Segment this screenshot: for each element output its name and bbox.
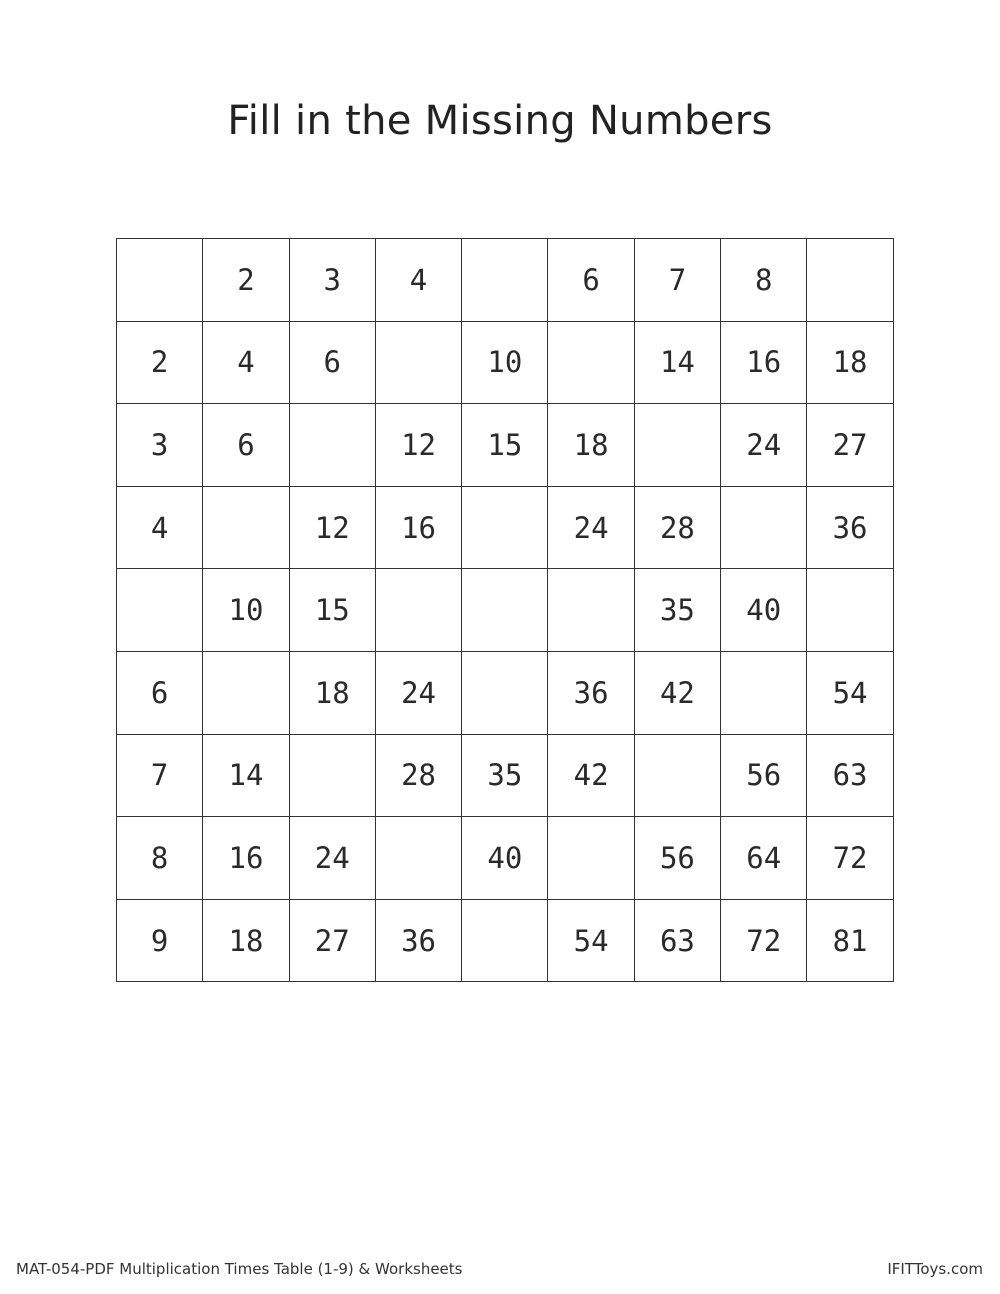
number-cell: 42 [548, 734, 634, 817]
number-cell: 72 [807, 817, 893, 900]
number-cell: 56 [634, 817, 720, 900]
number-cell: 28 [375, 734, 461, 817]
number-cell: 18 [548, 404, 634, 487]
number-cell: 27 [807, 404, 893, 487]
number-cell: 14 [634, 321, 720, 404]
number-cell: 14 [203, 734, 289, 817]
number-cell: 18 [203, 899, 289, 982]
blank-cell[interactable] [289, 404, 375, 487]
blank-cell[interactable] [375, 321, 461, 404]
number-cell: 9 [117, 899, 203, 982]
grid-row [117, 569, 894, 652]
number-cell: 7 [117, 734, 203, 817]
blank-cell[interactable] [807, 569, 893, 652]
number-cell: 81 [807, 899, 893, 982]
blank-cell[interactable] [462, 239, 548, 322]
number-cell: 54 [548, 899, 634, 982]
number-cell: 3 [289, 239, 375, 322]
number-cell: 16 [203, 817, 289, 900]
blank-cell[interactable] [375, 569, 461, 652]
number-cell: 36 [375, 899, 461, 982]
blank-cell[interactable] [462, 651, 548, 734]
number-cell: 24 [375, 651, 461, 734]
grid-row [117, 651, 894, 734]
number-cell: 4 [117, 486, 203, 569]
blank-cell[interactable] [203, 651, 289, 734]
grid-row [117, 486, 894, 569]
blank-cell[interactable] [721, 651, 807, 734]
number-cell: 2 [117, 321, 203, 404]
blank-cell[interactable] [462, 569, 548, 652]
blank-cell[interactable] [634, 404, 720, 487]
grid-row [117, 899, 894, 982]
footer-document-title: MAT-054-PDF Multiplication Times Table (1-9) & Worksheets [16, 1260, 463, 1278]
blank-cell[interactable] [548, 569, 634, 652]
blank-cell[interactable] [375, 817, 461, 900]
number-cell: 56 [721, 734, 807, 817]
number-cell: 2 [203, 239, 289, 322]
number-cell: 8 [721, 239, 807, 322]
grid-body [117, 239, 894, 982]
number-cell: 18 [289, 651, 375, 734]
number-cell: 6 [289, 321, 375, 404]
grid-row [117, 404, 894, 487]
footer-website: IFITToys.com [887, 1260, 983, 1278]
number-cell: 3 [117, 404, 203, 487]
blank-cell[interactable] [548, 321, 634, 404]
number-cell: 10 [203, 569, 289, 652]
blank-cell[interactable] [807, 239, 893, 322]
number-cell: 15 [289, 569, 375, 652]
number-cell: 27 [289, 899, 375, 982]
number-cell: 15 [462, 404, 548, 487]
blank-cell[interactable] [289, 734, 375, 817]
number-cell: 4 [203, 321, 289, 404]
number-cell: 42 [634, 651, 720, 734]
number-cell: 12 [289, 486, 375, 569]
number-cell: 12 [375, 404, 461, 487]
number-cell: 63 [807, 734, 893, 817]
number-cell: 35 [634, 569, 720, 652]
blank-cell[interactable] [634, 734, 720, 817]
number-cell: 16 [721, 321, 807, 404]
number-cell: 63 [634, 899, 720, 982]
number-cell: 10 [462, 321, 548, 404]
number-cell: 6 [117, 651, 203, 734]
number-cell: 64 [721, 817, 807, 900]
blank-cell[interactable] [462, 899, 548, 982]
number-cell: 40 [721, 569, 807, 652]
page-title: Fill in the Missing Numbers [227, 98, 773, 144]
blank-cell[interactable] [203, 486, 289, 569]
blank-cell[interactable] [117, 569, 203, 652]
number-cell: 24 [289, 817, 375, 900]
number-cell: 40 [462, 817, 548, 900]
number-cell: 28 [634, 486, 720, 569]
grid-row [117, 239, 894, 322]
number-cell: 16 [375, 486, 461, 569]
blank-cell[interactable] [462, 486, 548, 569]
number-cell: 24 [548, 486, 634, 569]
number-cell: 36 [548, 651, 634, 734]
blank-cell[interactable] [721, 486, 807, 569]
blank-cell[interactable] [548, 817, 634, 900]
number-cell: 8 [117, 817, 203, 900]
grid-row [117, 734, 894, 817]
grid-row [117, 817, 894, 900]
number-cell: 36 [807, 486, 893, 569]
number-cell: 54 [807, 651, 893, 734]
number-cell: 4 [375, 239, 461, 322]
number-cell: 24 [721, 404, 807, 487]
multiplication-grid [116, 238, 894, 982]
number-cell: 6 [548, 239, 634, 322]
blank-cell[interactable] [117, 239, 203, 322]
number-cell: 35 [462, 734, 548, 817]
number-cell: 6 [203, 404, 289, 487]
number-cell: 7 [634, 239, 720, 322]
number-cell: 18 [807, 321, 893, 404]
grid-row [117, 321, 894, 404]
number-cell: 72 [721, 899, 807, 982]
